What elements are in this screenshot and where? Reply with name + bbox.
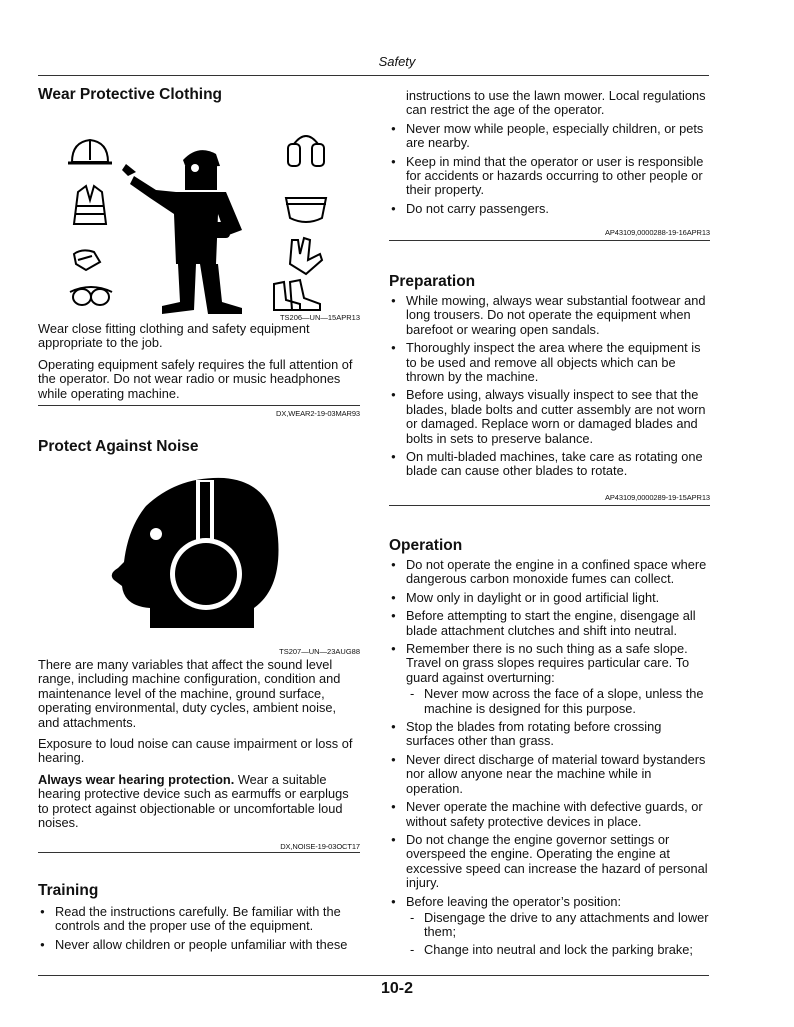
section-protect-against-noise — [38, 438, 360, 851]
list-item: ● Do not change the engine governor settings or overspeed the engine. Operating the engine at excessive speed can increase the hazard of personal injury. — [389, 833, 710, 891]
head-with-earmuffs-icon — [112, 478, 279, 628]
page-header-title: Safety — [378, 54, 416, 69]
list-item: ● Never operate the machine with defective guards, or without safety protective devices in place. — [389, 800, 710, 829]
paragraph: instructions to use the lawn mower. Local regulations can restrict the age of the operator. — [406, 88, 706, 118]
figure-reference: TS206—UN—15APR13 — [279, 313, 360, 322]
list-item: ● Never mow while people, especially children, or pets are nearby. — [389, 122, 710, 151]
list-item: ● Before using, always visually inspect to see that the blades, blade bolts and cutter assembly are not worn or damaged. Replace worn or damaged blades and bolts in sets to preserve balance. — [389, 388, 710, 446]
paragraph: Operating equipment safely requires the full attention of the operator. Do not wear radio or music headphones while operating machine. — [38, 356, 353, 401]
document-reference: AP43109,0000288-19-16APR13 — [605, 228, 710, 238]
document-reference: DX,NOISE-19-03OCT17 — [280, 842, 360, 852]
section-rule — [38, 405, 360, 406]
section-rule — [389, 505, 710, 506]
section-title: Wear Protective Clothing — [38, 86, 223, 103]
section-wear-protective-clothing — [38, 86, 360, 418]
document-reference: DX,WEAR2-19-03MAR93 — [276, 409, 360, 419]
footer-rule — [38, 975, 709, 976]
sub-list-item: - Never mow across the face of a slope, unless the machine is designed for this purpose. — [406, 687, 710, 716]
list-item: ● While mowing, always wear substantial footwear and long trousers. Do not operate the equipment when barefoot or wearing open sandals. — [389, 294, 710, 337]
goggles-icon — [70, 287, 112, 305]
section-rule — [389, 240, 710, 241]
figure-reference: TS207—UN—23AUG88 — [279, 647, 360, 656]
bullet-list — [389, 294, 710, 479]
left-column — [38, 86, 360, 418]
earmuffs-icon — [288, 136, 324, 166]
sub-list-item: - Disengage the drive to any attachments and lower them; — [406, 911, 710, 940]
section-training-continued — [389, 89, 710, 237]
list-item: ● Do not carry passengers. — [389, 202, 710, 216]
document-reference: AP43109,0000289-19-15APR13 — [605, 492, 710, 502]
section-preparation — [389, 273, 710, 502]
bold-lead: Always wear hearing protection. — [38, 771, 235, 787]
paragraph: There are many variables that affect the sound level range, including machine configuration, condition and maintenance level of the machine, ground surface, operating environmental, duty cycles, ambient noise, and attachments. — [38, 657, 341, 730]
list-item: ● Before attempting to start the engine, disengage all blade attachment clutches and shift into neutral. — [389, 609, 710, 638]
sub-list — [406, 687, 710, 716]
bullet-list — [389, 558, 710, 957]
paragraph — [38, 773, 360, 831]
list-item — [389, 642, 710, 716]
hearing-protection-figure — [38, 468, 360, 656]
paragraph: Wear close fitting clothing and safety equipment appropriate to the job. — [38, 321, 310, 351]
list-item: ● Mow only in daylight or in good artificial light. — [389, 591, 710, 605]
section-title: Preparation — [389, 273, 476, 290]
sub-list — [406, 911, 710, 957]
list-item: ● Stop the blades from rotating before crossing surfaces other than grass. — [389, 720, 710, 749]
list-item: ● Read the instructions carefully. Be familiar with the controls and the proper use of the equipment. — [38, 905, 360, 934]
list-item — [389, 895, 710, 958]
glove-icon — [74, 250, 100, 270]
hard-hat-icon — [68, 140, 112, 163]
bullet-list — [38, 905, 360, 952]
list-item: ● Never direct discharge of material toward bystanders nor allow anyone near the machine while in operation. — [389, 753, 710, 796]
header-rule — [38, 75, 709, 76]
section-title: Protect Against Noise — [38, 438, 199, 455]
section-title: Training — [38, 882, 99, 899]
paragraph-text: Wear a suitable hearing protective device such as earmuffs or earplugs to protect against objectionable or uncomfortable loud noises. — [38, 771, 349, 831]
protective-clothing-figure — [38, 114, 360, 322]
paragraph: Exposure to loud noise can cause impairment or loss of hearing. — [38, 736, 353, 766]
safety-boots-icon — [274, 280, 320, 310]
list-item: ● Keep in mind that the operator or user is responsible for accidents or hazards occurring to other people or their property. — [389, 155, 710, 198]
list-item-text: Remember there is no such thing as a safe slope. Travel on grass slopes requires particular care. To guard against overturning: — [406, 641, 690, 685]
sub-list-item: - Change into neutral and lock the parking brake; — [406, 943, 710, 957]
bullet-list — [389, 122, 710, 216]
list-item: ● Do not operate the engine in a confined space where dangerous carbon monoxide fumes can collect. — [389, 558, 710, 587]
work-gloves-icon — [290, 238, 322, 274]
page-number: 10-2 — [380, 980, 414, 997]
face-shield-icon — [286, 198, 326, 222]
list-item: ● On multi-bladed machines, take care as rotating one blade can cause other blades to rotate. — [389, 450, 710, 479]
section-operation — [389, 537, 710, 961]
list-item: ● Thoroughly inspect the area where the equipment is to be used and remove all objects which can be thrown by the machine. — [389, 341, 710, 384]
list-item: ● Never allow children or people unfamiliar with these — [38, 938, 360, 952]
section-title: Operation — [389, 537, 463, 554]
worker-silhouette-icon — [122, 150, 242, 314]
section-rule — [38, 852, 360, 853]
section-training — [38, 882, 360, 956]
list-item-text: Before leaving the operator’s position: — [406, 893, 622, 909]
safety-vest-icon — [74, 186, 106, 224]
